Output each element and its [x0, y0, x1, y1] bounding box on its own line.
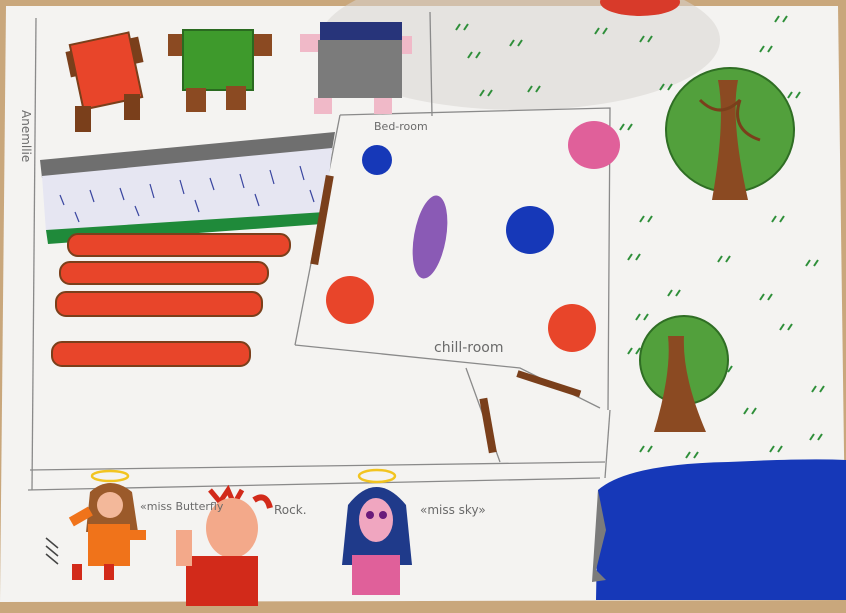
chill-room-label: chill-room	[434, 340, 504, 356]
pond	[592, 459, 846, 600]
rock-label: Rock.	[274, 503, 307, 517]
artist-signature: Anemllie	[19, 110, 33, 163]
miss-butterfly-label: «miss Butterfly	[140, 500, 224, 513]
bedroom-label: Bed-room	[374, 120, 428, 133]
miss-sky-label: «miss sky»	[420, 503, 486, 517]
